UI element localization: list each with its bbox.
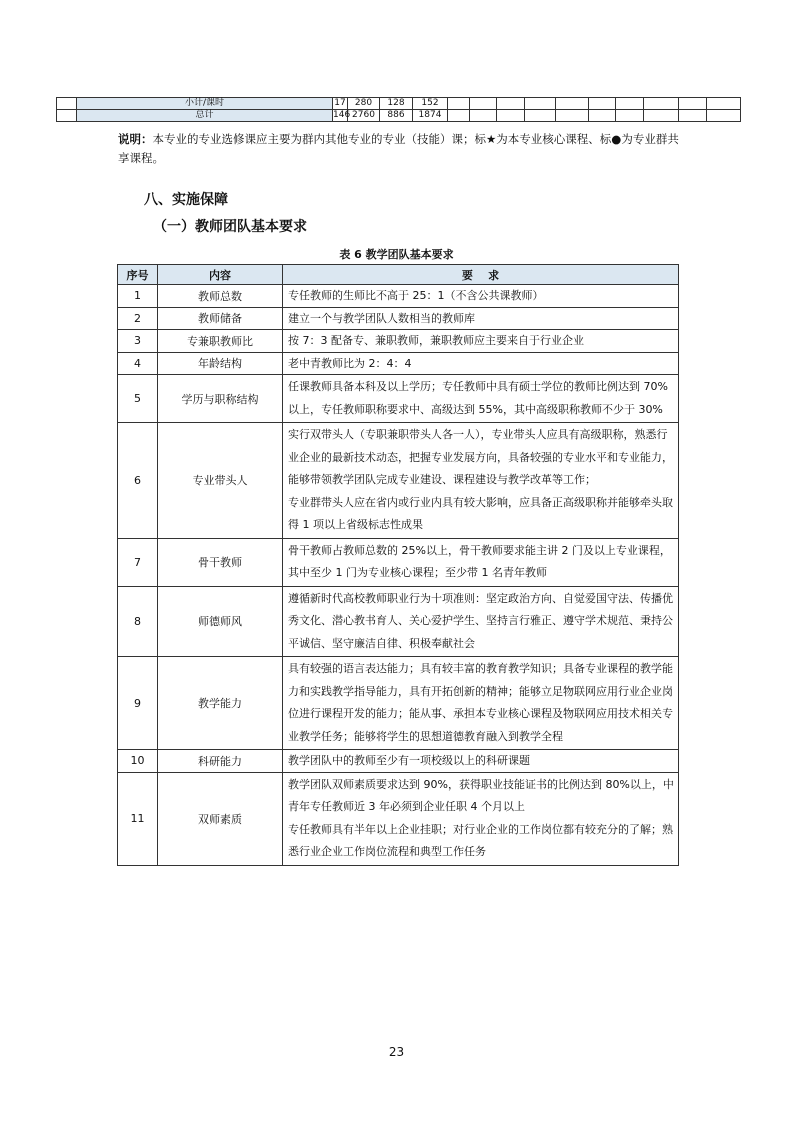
table-row <box>118 586 679 657</box>
empty-cell <box>556 98 589 110</box>
table-row <box>118 657 679 750</box>
table-note <box>118 130 690 168</box>
row-requirement <box>283 330 679 353</box>
blank-cell <box>57 98 77 110</box>
hours-value: 17 <box>334 98 346 108</box>
section-title: 八、实施保障 <box>144 192 228 208</box>
row-item: 双师素质 <box>158 772 283 865</box>
empty-cell <box>497 98 525 110</box>
row-number: 5 <box>118 375 158 423</box>
empty-cell <box>616 110 644 122</box>
table-row <box>118 285 679 308</box>
row-number: 9 <box>118 657 158 750</box>
requirement-paragraph: 老中青教师比为 2：4：4 <box>288 356 412 370</box>
table-row <box>118 352 679 375</box>
row-requirement <box>283 772 679 865</box>
empty-cell <box>448 98 470 110</box>
row-label: 总计 <box>77 110 333 122</box>
subsection-title: （一）教师团队基本要求 <box>153 219 307 235</box>
table-row <box>118 772 679 865</box>
header-no: 序号 <box>118 265 158 285</box>
requirement-paragraph: 专任教师具有半年以上企业挂职；对行业企业的工作岗位都有较充分的了解；熟悉行业企业工作岗位流程和典型工作任务 <box>288 822 673 858</box>
empty-cell <box>589 110 616 122</box>
blank-cell <box>57 110 77 122</box>
teacher-team-requirements-table <box>117 264 679 866</box>
hours-value: 2760 <box>348 110 380 122</box>
row-requirement <box>283 538 679 586</box>
empty-cell <box>525 110 556 122</box>
empty-cell <box>556 110 589 122</box>
row-number: 7 <box>118 538 158 586</box>
row-requirement <box>283 307 679 330</box>
row-item: 专业带头人 <box>158 423 283 539</box>
row-requirement <box>283 375 679 423</box>
row-item: 年龄结构 <box>158 352 283 375</box>
table-header-row <box>118 265 679 285</box>
requirement-paragraph: 遵循新时代高校教师职业行为十项准则：坚定政治方向、自觉爱国守法、传播优秀文化、潜心教书育人、关心爱护学生、坚持言行雅正、遵守学术规范、秉持公平诚信、坚守廉洁自律、积极奉献社会 <box>288 591 673 650</box>
empty-cell <box>616 98 644 110</box>
row-item: 教师储备 <box>158 307 283 330</box>
requirement-paragraph: 实行双带头人（专职兼职带头人各一人），专业带头人应具有高级职称，熟悉行业企业的最新技术动态，把握专业发展方向，具备较强的专业水平和专业能力，能够带领教学团队完成专业建设、课程建设与教学改革等工作； <box>288 428 673 486</box>
requirement-paragraph: 建立一个与教学团队人数相当的教师库 <box>288 311 475 325</box>
header-requirement: 要 求 <box>283 265 679 285</box>
hours-value: 886 <box>380 110 413 122</box>
hours-value: 152 <box>413 98 448 110</box>
row-number: 2 <box>118 307 158 330</box>
row-requirement <box>283 285 679 308</box>
requirement-paragraph: 具有较强的语言表达能力；具有较丰富的教育教学知识；具备专业课程的教学能力和实践教学指导能力，具有开拓创新的精神；能够立足物联网应用行业企业岗位进行课程开发的能力；能从事、承担本专业核心课程及物联网应用技术相关专业教学任务；能够将学生的思想道德教育融入到教学全程 <box>288 662 673 743</box>
empty-cell <box>448 110 470 122</box>
requirement-paragraph: 骨干教师占教师总数的 25%以上，骨干教师要求能主讲 2 门及以上专业课程，其中至少 1 门为专业核心课程；至少带 1 名青年教师 <box>288 543 671 579</box>
requirement-paragraph: 专业群带头人应在省内或行业内具有较大影响，应具备正高级职称并能够牵头取得 1 项以上省级标志性成果 <box>288 495 673 531</box>
row-item: 教师总数 <box>158 285 283 308</box>
table-row <box>118 423 679 539</box>
empty-cell <box>497 110 525 122</box>
empty-cell <box>707 110 741 122</box>
empty-cell <box>679 110 707 122</box>
row-number: 10 <box>118 750 158 773</box>
hours-value: 1874 <box>413 110 448 122</box>
row-number: 3 <box>118 330 158 353</box>
empty-cell <box>644 98 679 110</box>
row-requirement <box>283 423 679 539</box>
hours-value: 146 <box>333 110 351 120</box>
row-number: 11 <box>118 772 158 865</box>
table-row <box>118 307 679 330</box>
empty-cell <box>644 110 679 122</box>
empty-cell <box>470 110 497 122</box>
course-hours-table <box>56 97 741 122</box>
page-number: 23 <box>388 1045 405 1059</box>
note-text: 本专业的专业选修课应主要为群内其他专业的专业（技能）课；标★为本专业核心课程、标●为专业群共享课程。 <box>118 132 679 165</box>
empty-cell <box>525 98 556 110</box>
requirement-paragraph: 教学团队中的教师至少有一项校级以上的科研课题 <box>288 754 530 767</box>
hours-value: 280 <box>348 98 380 110</box>
empty-cell <box>589 98 616 110</box>
row-requirement <box>283 586 679 657</box>
row-item: 骨干教师 <box>158 538 283 586</box>
table-row <box>118 330 679 353</box>
row-item: 教学能力 <box>158 657 283 750</box>
row-number: 4 <box>118 352 158 375</box>
table-row <box>118 538 679 586</box>
hours-value: 128 <box>380 98 413 110</box>
row-requirement <box>283 657 679 750</box>
row-requirement <box>283 352 679 375</box>
empty-cell <box>707 98 741 110</box>
row-item: 科研能力 <box>158 750 283 773</box>
table-row <box>57 110 741 122</box>
empty-cell <box>470 98 497 110</box>
header-item: 内容 <box>158 265 283 285</box>
row-requirement <box>283 750 679 773</box>
requirement-paragraph: 教学团队双师素质要求达到 90%，获得职业技能证书的比例达到 80%以上，中青年专任教师近 3 年必须到企业任职 4 个月以上 <box>288 777 674 813</box>
row-number: 8 <box>118 586 158 657</box>
row-item: 专兼职教师比 <box>158 330 283 353</box>
requirement-paragraph: 按 7：3 配备专、兼职教师，兼职教师应主要来自于行业企业 <box>288 334 584 347</box>
table-row <box>118 750 679 773</box>
table-row <box>57 98 741 110</box>
row-number: 6 <box>118 423 158 539</box>
note-label: 说明： <box>118 132 153 146</box>
requirement-paragraph: 专任教师的生师比不高于 25：1（不含公共课教师） <box>288 289 544 302</box>
row-number: 1 <box>118 285 158 308</box>
empty-cell <box>679 98 707 110</box>
requirement-paragraph: 任课教师具备本科及以上学历；专任教师中具有硕士学位的教师比例达到 70%以上，专任教师职称要求中、高级达到 55%，其中高级职称教师不少于 30% <box>288 380 668 416</box>
table-caption: 表 6 教学团队基本要求 <box>339 248 454 261</box>
row-item: 学历与职称结构 <box>158 375 283 423</box>
table-row <box>118 375 679 423</box>
row-label: 小计/课时 <box>77 98 333 110</box>
row-item: 师德师风 <box>158 586 283 657</box>
